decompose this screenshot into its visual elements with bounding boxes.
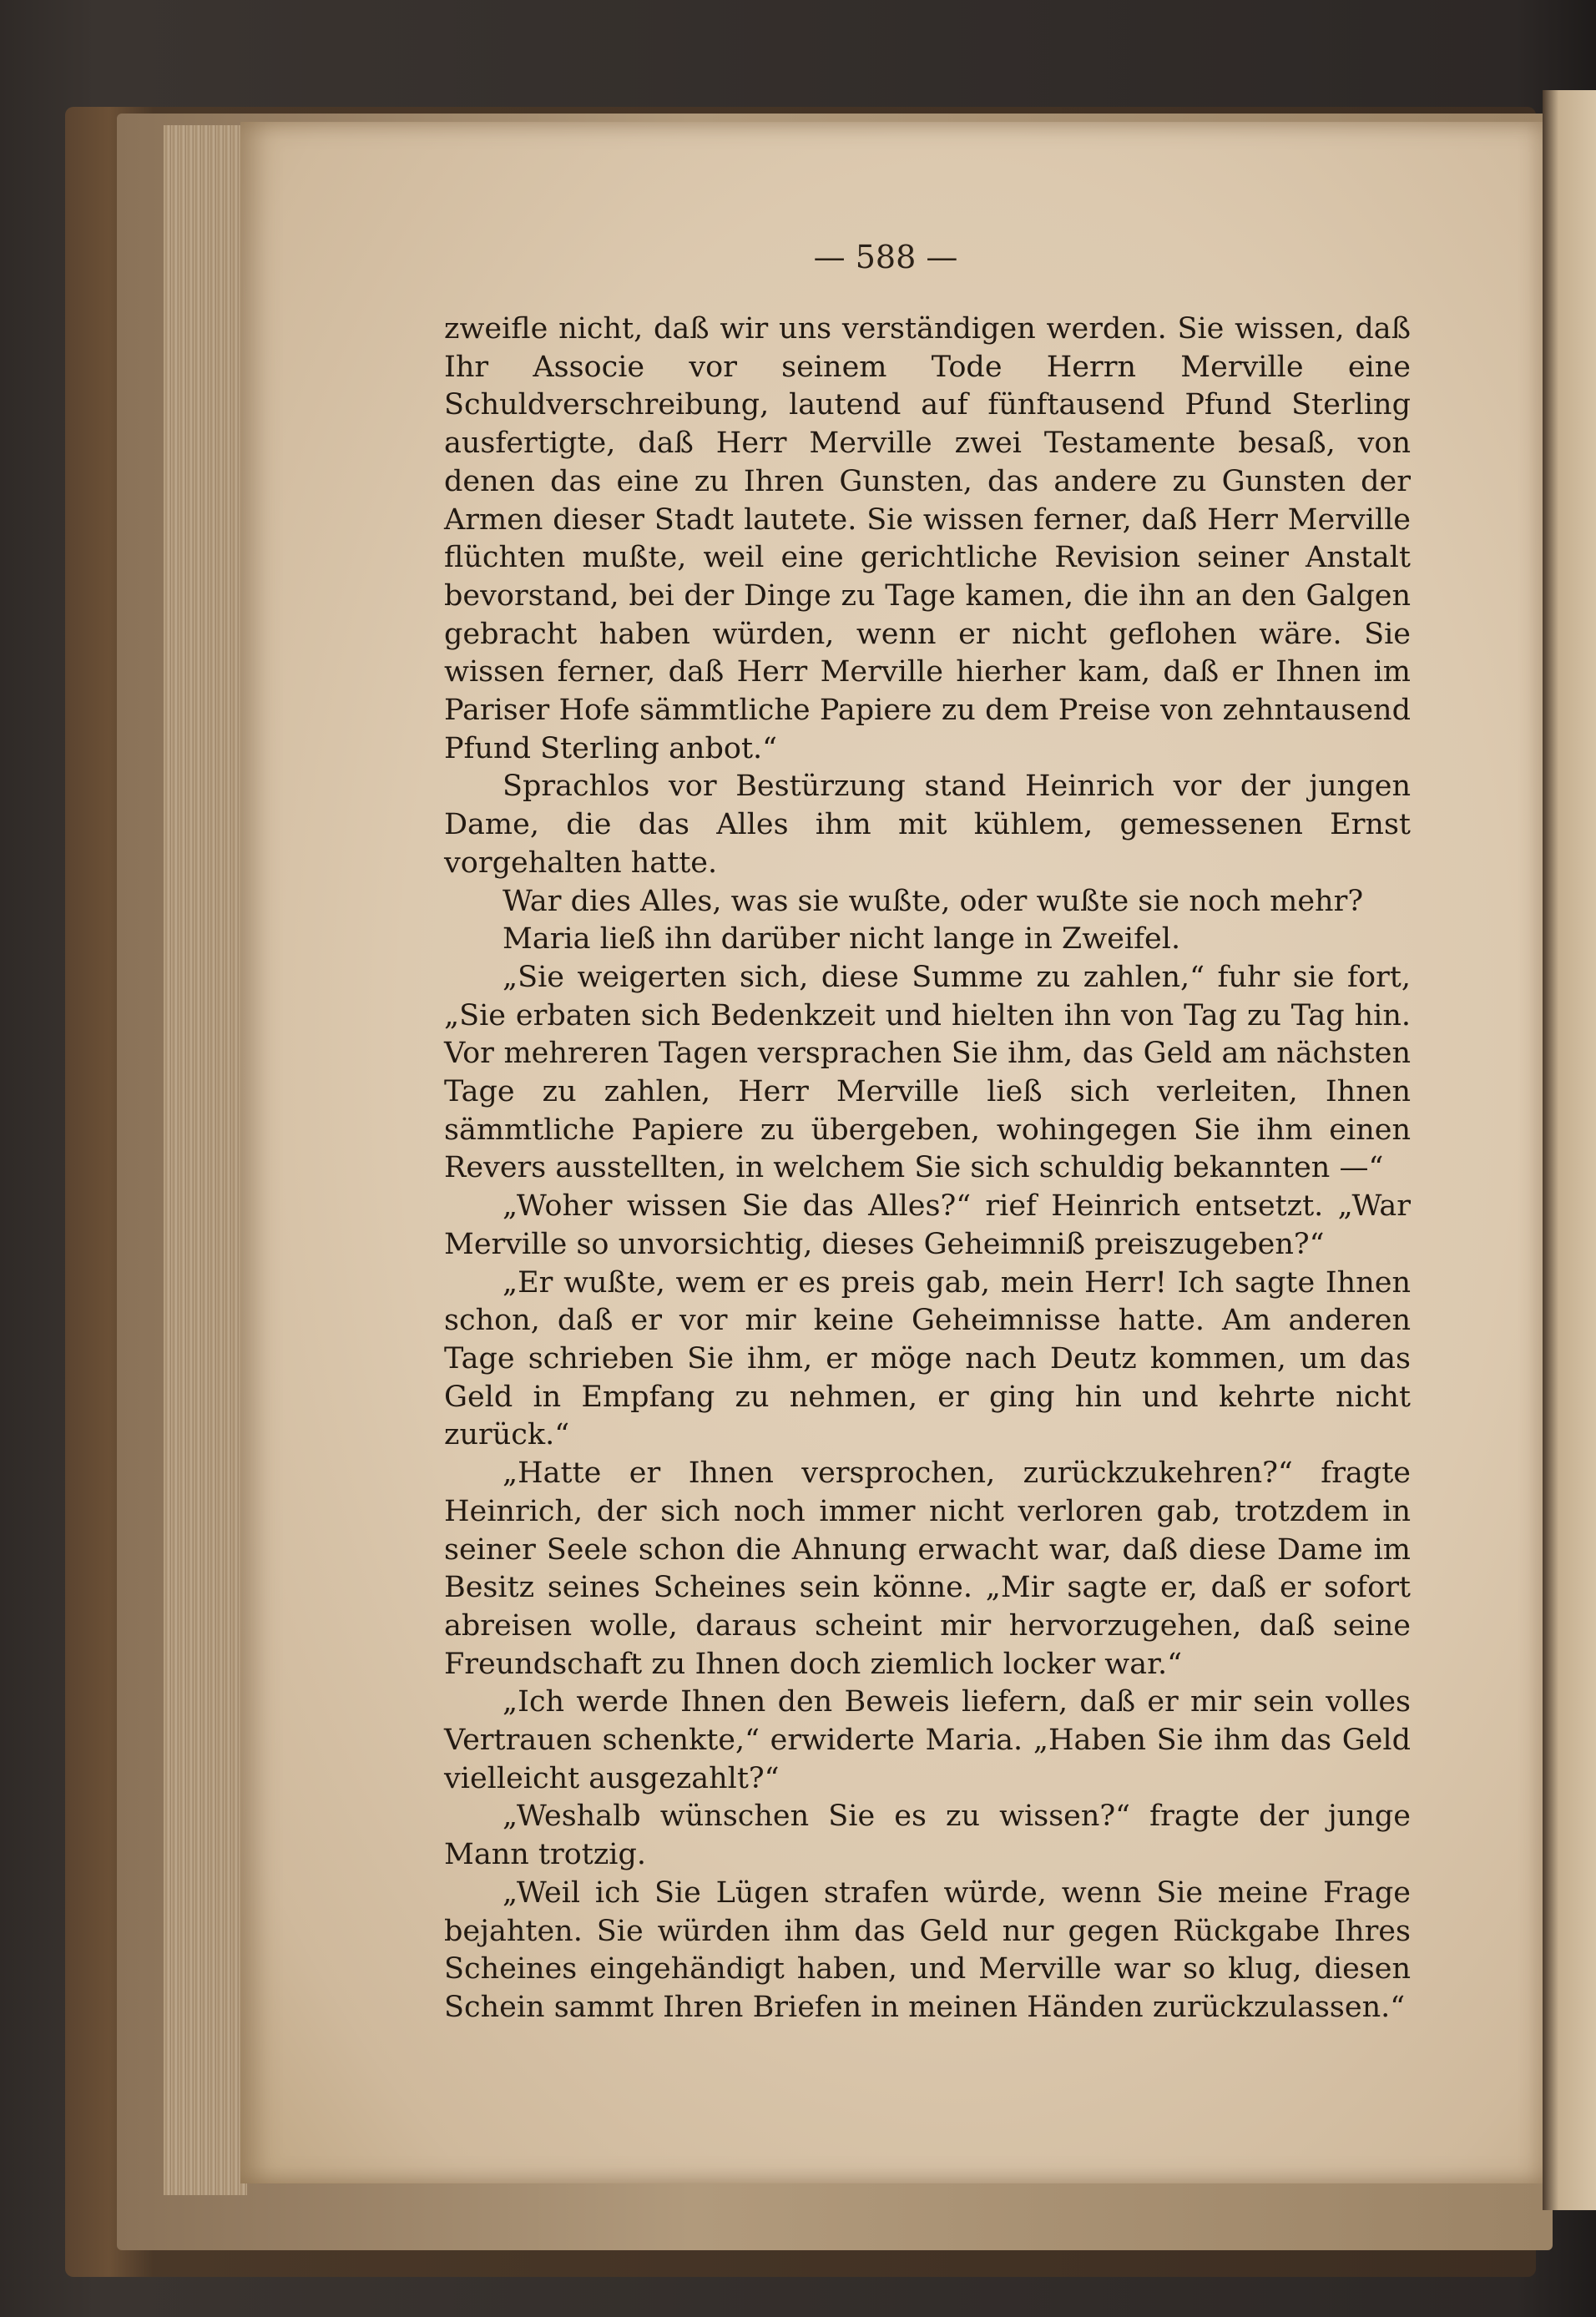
paragraph: zweifle nicht, daß wir uns verständigen werden. Sie wissen, daß Ihr Associe vor seinem Tode Herrn Merville eine Schuldverschreibung, lautend auf fünftausend Pfund Sterling ausfertigte, daß Herr Merville zwei Testamente besaß, von denen das eine zu Ihren Gunsten, das andere zu Gunsten der Armen dieser Stadt lautete. Sie wissen ferner, daß Herr Merville flüchten mußte, weil eine gerichtliche Revision seiner Anstalt bevorstand, bei der Dinge zu Tage kamen, die ihn an den Galgen gebracht haben würden, wenn er nicht geflohen wäre. Sie wissen ferner, daß Herr Merville hierher kam, daß er Ihnen im Pariser Hofe sämmtliche Papiere zu dem Preise von zehntausend Pfund Sterling anbot.“ [444, 312, 1411, 765]
paragraph: Maria ließ ihn darüber nicht lange in Zweifel. [503, 922, 1181, 957]
paragraph: „Hatte er Ihnen versprochen, zurückzukehren?“ fragte Heinrich, der sich noch immer nicht verloren gab, trotzdem in seiner Seele schon die Ahnung erwacht war, daß diese Dame im Besitz seines Scheines sein könne. „Mir sagte er, daß er sofort abreisen wolle, daraus scheint mir hervorzugehen, daß seine Freundschaft zu Ihnen doch ziemlich locker war.“ [444, 1456, 1411, 1681]
paragraph: „Weil ich Sie Lügen strafen würde, wenn Sie meine Frage bejahten. Sie würden ihm das Geld nur gegen Rückgabe Ihres Scheines eingehändigt haben, und Merville war so klug, diesen Schein sammt Ihren Briefen in meinen Händen zurückzulassen.“ [444, 1875, 1411, 2024]
page-edges [164, 125, 247, 2195]
paragraph: War dies Alles, was sie wußte, oder wußte sie noch mehr? [503, 884, 1364, 918]
paragraph: „Ich werde Ihnen den Beweis liefern, daß er mir sein volles Vertrauen schenkte,“ erwiderte Maria. „Haben Sie ihm das Geld vielleicht ausgezahlt?“ [444, 1685, 1411, 1795]
facing-page-edge [1543, 90, 1596, 2210]
paragraph: „Er wußte, wem er es preis gab, mein Herr! Ich sagte Ihnen schon, daß er vor mir keine Geheimnisse hatte. Am anderen Tage schrieben Sie ihm, er möge nach Deutz kommen, um das Geld in Empfang zu nehmen, er ging hin und kehrte nicht zurück.“ [444, 1265, 1411, 1452]
page-number: — 588 — [813, 239, 958, 275]
paragraph: Sprachlos vor Bestürzung stand Heinrich vor der jungen Dame, die das Alles ihm mit kühlem, gemessenen Ernst vorgehalten hatte. [444, 770, 1411, 880]
paragraph: „Sie weigerten sich, diese Summe zu zahlen,“ fuhr sie fort, „Sie erbaten sich Bedenkzeit und hielten ihn von Tag zu Tag hin. Vor mehreren Tagen versprachen Sie ihm, das Geld am nächsten Tage zu zahlen, Herr Merville ließ sich verleiten, Ihnen sämmtliche Papiere zu übergeben, wohingegen Sie ihm einen Revers ausstellten, in welchem Sie sich schuldig bekannten —“ [444, 960, 1411, 1185]
body-text [444, 310, 1411, 2027]
paragraph: „Weshalb wünschen Sie es zu wissen?“ fragte der junge Mann trotzig. [444, 1800, 1411, 1872]
paragraph: „Woher wissen Sie das Alles?“ rief Heinrich entsetzt. „War Merville so unvorsichtig, dieses Geheimniß preiszugeben?“ [444, 1189, 1411, 1261]
